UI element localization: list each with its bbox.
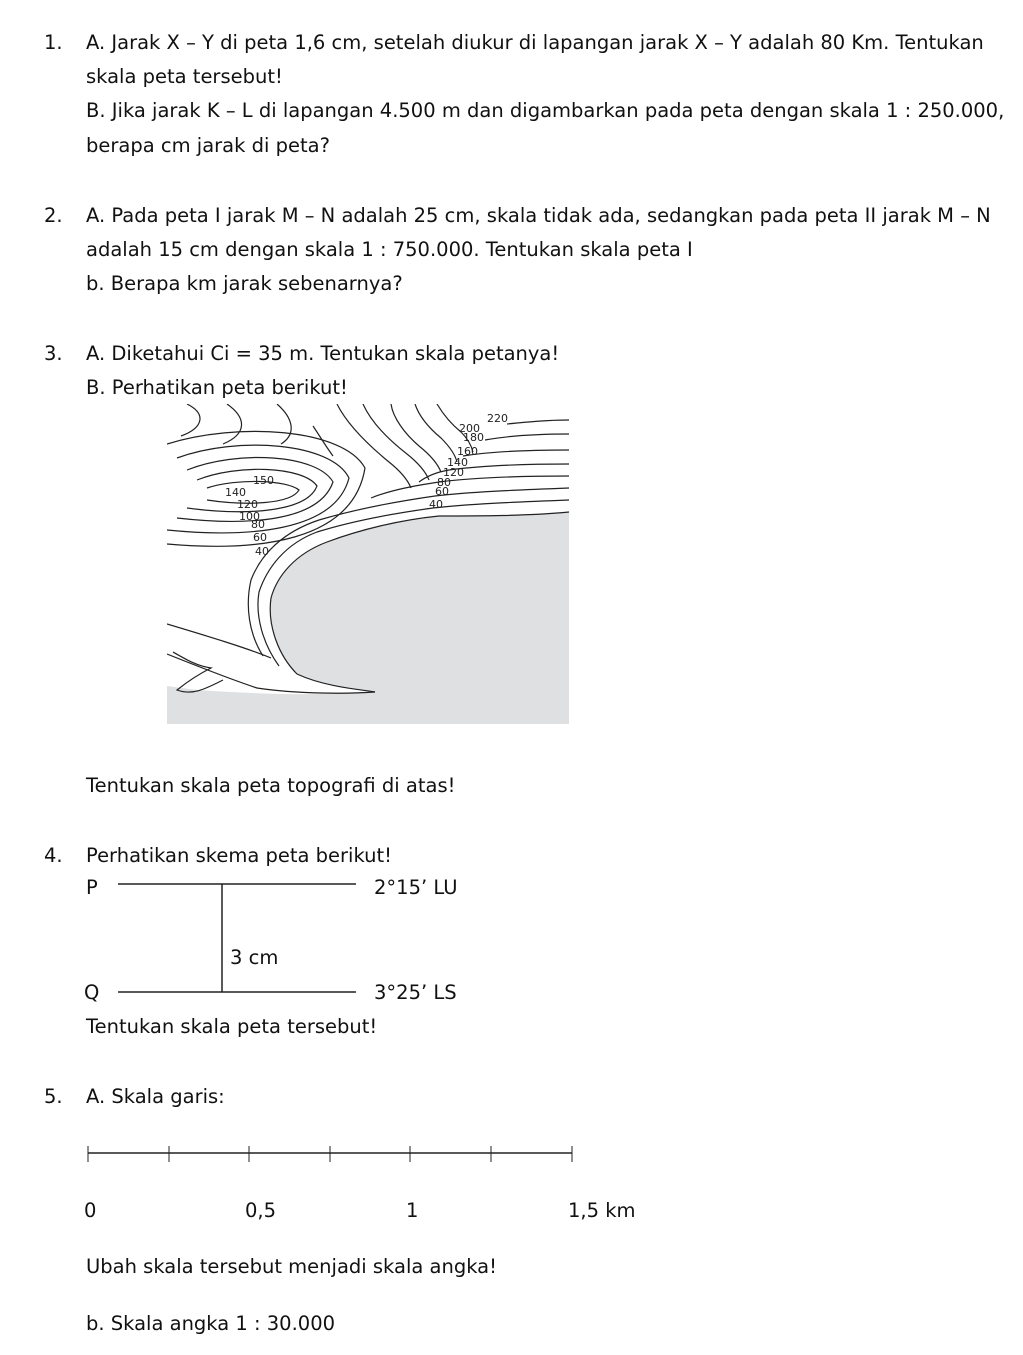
map-label-200: 200 bbox=[459, 422, 480, 435]
map-label-140: 140 bbox=[447, 456, 468, 469]
q5-question: Ubah skala tersebut menjadi skala angka! bbox=[86, 1255, 497, 1278]
q5-line-b: b. Skala angka 1 : 30.000 bbox=[86, 1312, 336, 1335]
q3-number: 3. bbox=[44, 342, 63, 365]
contour-line bbox=[415, 404, 457, 462]
map-label-40-left: 40 bbox=[255, 545, 269, 558]
contour-line bbox=[181, 404, 200, 436]
topographic-map bbox=[167, 404, 569, 724]
contour-line bbox=[167, 431, 365, 546]
map-label-220: 220 bbox=[487, 412, 508, 425]
q3-question: Tentukan skala peta topografi di atas! bbox=[86, 774, 456, 797]
contour-line bbox=[223, 404, 242, 444]
q1-number: 1. bbox=[44, 31, 63, 54]
q2-text-line2: adalah 15 cm dengan skala 1 : 750.000. Tentukan skala peta I bbox=[86, 238, 693, 261]
map-label-40: 40 bbox=[429, 498, 443, 511]
map-label-120: 120 bbox=[443, 466, 464, 479]
contour-line bbox=[313, 426, 333, 456]
scale-label-1-5-km: 1,5 km bbox=[568, 1199, 636, 1222]
contour-line bbox=[277, 404, 291, 444]
q2-text-line1: A. Pada peta I jarak M – N adalah 25 cm, skala tidak ada, sedangkan pada peta II jarak M – N bbox=[86, 204, 991, 227]
map-label-150: 150 bbox=[253, 474, 274, 487]
q1-text-line1: A. Jarak X – Y di peta 1,6 cm, setelah diukur di lapangan jarak X – Y adalah 80 Km. Tentukan bbox=[86, 31, 984, 54]
q1-text-line2: skala peta tersebut! bbox=[86, 65, 283, 88]
map-label-60: 60 bbox=[435, 485, 449, 498]
latitude-q-label: 3°25’ LS bbox=[374, 981, 457, 1004]
map-label-60-left: 60 bbox=[253, 531, 267, 544]
q1-text-line4: berapa cm jarak di peta? bbox=[86, 134, 330, 157]
map-label-180: 180 bbox=[463, 431, 484, 444]
point-p-label: P bbox=[86, 876, 98, 899]
contour-line bbox=[173, 652, 223, 692]
map-label-80: 80 bbox=[437, 476, 451, 489]
contour-line bbox=[507, 420, 569, 424]
q3-text-line1: A. Diketahui Ci = 35 m. Tentukan skala petanya! bbox=[86, 342, 560, 365]
distance-label: 3 cm bbox=[230, 946, 279, 969]
q2-number: 2. bbox=[44, 204, 63, 227]
q5-number: 5. bbox=[44, 1085, 63, 1108]
scale-label-0: 0 bbox=[84, 1199, 97, 1222]
latitude-p-label: 2°15’ LU bbox=[374, 876, 458, 899]
q4-number: 4. bbox=[44, 844, 63, 867]
line-scale-bar bbox=[80, 1138, 600, 1168]
q1-text-line3: B. Jika jarak K – L di lapangan 4.500 m dan digambarkan pada peta dengan skala 1 : 250.000, bbox=[86, 99, 1005, 122]
scale-label-1: 1 bbox=[406, 1199, 419, 1222]
scale-label-0-5: 0,5 bbox=[245, 1199, 277, 1222]
contour-line bbox=[371, 476, 569, 498]
q4-text-line1: Perhatikan skema peta berikut! bbox=[86, 844, 392, 867]
map-label-120-left: 120 bbox=[237, 498, 258, 511]
point-q-label: Q bbox=[84, 981, 100, 1004]
q2-text-line3: b. Berapa km jarak sebenarnya? bbox=[86, 272, 403, 295]
q4-question: Tentukan skala peta tersebut! bbox=[86, 1015, 378, 1038]
q3-text-line2: B. Perhatikan peta berikut! bbox=[86, 376, 348, 399]
contour-line bbox=[463, 450, 569, 456]
q5-text-line1: A. Skala garis: bbox=[86, 1085, 225, 1108]
map-label-140-left: 140 bbox=[225, 486, 246, 499]
contour-line bbox=[485, 434, 569, 440]
map-label-100-left: 100 bbox=[239, 510, 260, 523]
map-label-160: 160 bbox=[457, 445, 478, 458]
map-label-80-left: 80 bbox=[251, 518, 265, 531]
